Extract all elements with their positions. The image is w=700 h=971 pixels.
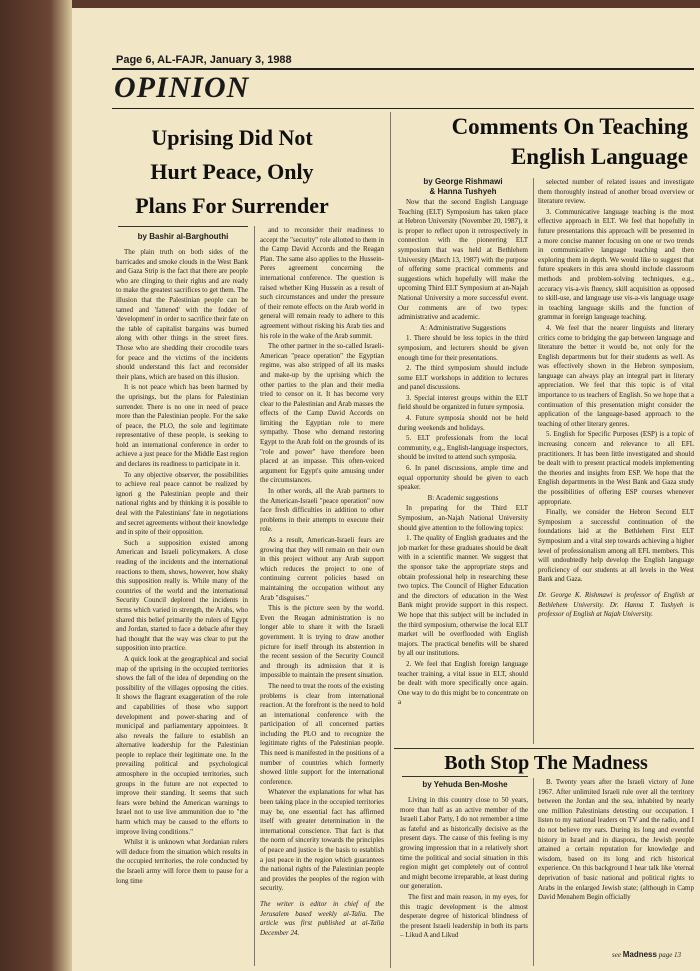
column-divider xyxy=(390,112,391,968)
article3-byline: by Yehuda Ben-Moshe xyxy=(422,780,508,789)
subheading: A: Administrative Suggestions xyxy=(420,323,506,332)
subheading: B: Academic suggestions xyxy=(427,493,499,502)
paragraph: The need to treat the roots of the existing problems is clear from international reaction. At the forefront is the need to hold an international conference with the participation of all concerned parties including the PLO and to recognize the legitimate rights of the Palestinian people. This need is manifested in the positions of a number of countries which formerly showed little support for the international conference. xyxy=(260,681,384,786)
paragraph: As a result, American-Israeli fears are growing that they will remain on their own in this project without any Arab support which reduces the project to one of continuing current policies based on maintaining the occupation without any Arab "disguises." xyxy=(260,536,384,602)
paragraph: 3. Special interest groups within the ELT field should be organized in future symposia. xyxy=(398,393,528,412)
article2-column-2 xyxy=(538,178,694,744)
paragraph: B. Twenty years after the Israeli victory of June 1967. After unlimited Israeli rule over all the territory between the Jordan and the sea, inhabited by nearly one million Palestinians detesting our occupation. I listen to my national leaders on TV and the radio, and I do not believe my ears. During its long and eventful history in Israel and in diaspora, the Jewish people attained a certain reputation for knowledge and wisdom, based on its long and rich historical experience. On this background I hear talk like 'eternal deprivation of basic national and political rights to Arabs in the enlarged Jewish state; (although in Camp David Menahem Begin officially xyxy=(538,778,694,902)
paragraph: The plain truth on both sides of the barricades and smoke clouds in the West Bank and Gaza Strip is the fact that there are people who are clinging to their rights and are ready to make the greatest sacrifices to get them. The illusion that the Palestinian people can be tamed and 'fattened' with the fodder of 'development' in order to sacrifice their fate on the table of capitalist bargains was burned along with other things in the street fires. Those who are shedding their crocodile tears for peace and the victims of the incidents should understand this fact and reconsider their plans, which are based on this illusion. xyxy=(116,248,248,381)
book-binding xyxy=(0,0,72,971)
article2-headline-line: Comments On Teaching xyxy=(451,114,688,139)
paragraph: In preparing for the Third ELT Symposium, an-Najah National University should give attention to the following topics: xyxy=(398,504,528,532)
paragraph: It is not peace which has been harmed by the uprisings, but the plans for Palestinian surrender. There is no one in need of peace more than the Palestinian people. For the sake of peace, the PLO, the sole and legitimate representative of these people, is seeking to hold an international conference in order to achieve a just peace for the Middle East region and declares its readiness to participate in it. xyxy=(116,383,248,469)
jump-prefix: see xyxy=(612,951,621,959)
paragraph: 4. Future symposia should not be held during weekends and holidays. xyxy=(398,414,528,432)
paragraph: 6. In panel discussions, ample time and equal opportunity should be given to each speaker. xyxy=(398,464,528,492)
paragraph: The other partner in the so-called Israeli-American "peace operation" the Egyptian regime, was also stripped of all its masks and make-up by the uprising which the other parties to the plan and their media tried to censor on it. It has become very clear to the Palestinian and Arab masses the effects of the Camp David Accords on limiting the Egyptian role to mere sympathy. Those who demand restoring Egypt to the Arab fold on the grounds of its "role and power" have therefore been placed at an impasse. This often-voiced argument for Egypt's quite amusing under the circumstances. xyxy=(260,342,384,485)
article1-column-1 xyxy=(116,248,248,968)
article3-top-rule xyxy=(394,748,694,749)
newspaper-page xyxy=(72,8,700,971)
paragraph: and to reconsider their readiness to accept the "security" role allotted to them in the Camp David Accords and the Reagan Plan. The same also applies to the Hussein-Peres agreement concerning the international conference. The question is raised whether King Hussein as a result of such circumstances and under the pressure of their remote effects on the Arab world in general will remain ready to adhere to this agreement without risking his Arab ties and his role in the wake of the Arab summit. xyxy=(260,226,384,340)
article1-byline-rule xyxy=(118,226,248,227)
header-rule-top xyxy=(112,68,694,70)
paragraph: Whilst it is unknown what Jordanian rulers will deduce from the situation which results in the occupied territories, the role conducted by the Israeli army will force them to pause for a long time xyxy=(116,838,248,885)
paragraph: 1. The quality of English graduates and the job market for these graduates should be dealt with in a scientific manner. We suggest that the sponsor take the appropriate steps and obtain professional help in researching these two topics. The Council of Higher Education and the directors of education in the West Bank might provide support in this respect. We hope that this subject will be included in the third symposium, otherwise the local ELT market will be overflooded with English majors. The practical benefits will be shared by all our institutions. xyxy=(398,534,528,658)
paragraph: Now that the second English Language Teaching (ELT) Symposium has taken place at Hebron University (November 20, 1987), it is proper to reflect upon it retrospectively in connection with the pioneering ELT symposium that was held at Bethlehem University (March 13, 1987) with the purpose of offering some practical comments and suggestions which hopefully will make the upcoming Third ELT Symposium at an-Najah National University a more successful event. Our comments are of two types: administrative and academic. xyxy=(398,198,528,322)
paragraph: Whatever the explanations for what has been taking place in the occupied territories may be, one essential fact has affirmed itself with greater determination in the international conscience. That fact is that the norm of sincerity towards the principles of peace and justice is the basis to establish a just peace in the region which guarantees the national rights of the Palestinian people and provides the peoples of the region with security. xyxy=(260,788,384,893)
article1-headline xyxy=(112,121,352,223)
paragraph: Such a supposition existed among American and Israeli policymakers. A close reading of the incidents and the international reactions to them, shows, however, how shaky this supposition really is. While many of the countries of the world and the international Security Council deplored the incidents in terms which varied in strength, the Arabs, who shared this belief primarily the rulers of Egypt and Jordan, started to face a debacle after they had thought that the way was clear to put the supposition into practice. xyxy=(116,538,248,653)
section-title: OPINION xyxy=(114,71,250,104)
paragraph: 3. Communicative language teaching is the most effective approach in ELT. We feel that hopefully in future presentations this approach will be presented in a more concise manner focusing on one or two trends in communicative language teaching and then exploring them in depth. We would like to suggest that future speakers in this area should include classroom methods and problem-solving techniques, e.g., accuracy vis-a-vis fluency, skill acquisition as opposed to skill-use, and language use vis-a-vis language usage in teaching language skills and the function of grammar in foreign language teaching. xyxy=(538,207,694,322)
article3-headline: Both Stop The Madness xyxy=(444,752,648,774)
article3-column-2 xyxy=(538,778,694,946)
article2-byline xyxy=(398,177,528,197)
author-note: The writer is editor in chief of the Jerusalem based weekly al-Talia. The article was first published at al-Talia December 24. xyxy=(260,899,384,937)
article1-headline-line: Hurt Peace, Only xyxy=(150,159,314,184)
article2-column-1 xyxy=(398,198,528,744)
article2-byline-line: & Hanna Tushyeh xyxy=(429,187,497,196)
paragraph: 2. The third symposium should include some ELT workshops in addition to lectures and panel discussions. xyxy=(398,364,528,392)
article3-column-1 xyxy=(400,796,528,966)
header-rule-bottom xyxy=(112,108,694,109)
paragraph: This is the picture seen by the world. Even the Reagan administration is no longer able to share it with the Israeli government. It is trying to draw another picture for itself through its abstention in the recent session of the Security Council and through its admission that it is impossible to maintain the present situation. xyxy=(260,604,384,680)
article1-headline-line: Plans For Surrender xyxy=(135,193,329,218)
article2-headline-line: English Language xyxy=(510,144,688,169)
paragraph: Finally, we consider the Hebron Second ELT Symposium a successful continuation of the foundations laid at the Bethlehem First ELT Symposium and a vital step towards achieving a higher level of professionalism among all EFL members. This will undoubtedly help develop the English language proficiency of our students at all levels in the West Bank and Gaza. xyxy=(538,508,694,584)
paragraph: The first and main reason, in my eyes, for this tragic development is the almost desperate degree of historical blindness of the present Israeli leadership in both its parts – Likud A and Likud xyxy=(400,892,528,940)
paragraph: 5. ELT professionals from the local community, e.g., English-language inspectors, should be invited to attend such symposia. xyxy=(398,434,528,462)
article1-column-2 xyxy=(260,226,384,968)
column-divider xyxy=(533,178,534,744)
continued-jump-line xyxy=(612,950,681,959)
column-divider xyxy=(533,778,534,966)
paragraph: To any objective observer, the possibilities to achieve real peace cannot be realized by ignori g the Palestinian people and their national rights and by thinking it is possible to deal with the Palestinians' fate in negotiations and secret agreements without their knowledge and in spite of their opposition. xyxy=(116,470,248,537)
paragraph: A quick look at the geographical and social map of the uprising in the occupied territories shows the fall of the idea of depending on the possibility of the villages opposing the cities. It shows the flagrant exaggeration of the role and capabilities of those who support development and power-sharing and of municipal and parliamentary appointees. It also reveals the failure to establish an alternative leadership for the Palestinian people to replace their legitimate one. In the prevailing political and psychological atmosphere in the occupied territories, such groups in the future are not expected to improve their standing. It seems that such fears were behind the American warnings to Israel not to use live ammunition due to "the harm which may be caused to the efforts to improve living conditions." xyxy=(116,654,248,836)
article2-byline-line: by George Rishmawi xyxy=(423,177,503,186)
running-head: Page 6, AL-FAJR, January 3, 1988 xyxy=(116,54,292,66)
author-note: Dr. George K. Rishmawi is professor of English at Bethlehem University. Dr. Hanna T. Tushyeh is professor of English at Najah University. xyxy=(538,590,694,619)
article1-headline-line: Uprising Did Not xyxy=(151,125,313,150)
jump-word: Madness xyxy=(622,950,657,959)
article3-byline-rule xyxy=(402,776,528,777)
column-divider xyxy=(254,226,255,966)
paragraph: 1. There should be less topics in the third symposium, and lecturers should be given enough time for their presentations. xyxy=(398,334,528,362)
jump-page: page 13 xyxy=(658,951,682,959)
paragraph: 4. We feel that the nearer linguists and literary critics come to bridging the gap between language and literature the better it would be, not only for the English departments but for their students as well. As was effectively shown in the Hebron symposium, language can always play an integral part in literary appreciation. We feel that this topic is of vital importance to us teachers of English. So we hope that a continuation of this presentation might consider the application of the language-based approach to the teaching of other literary genres. xyxy=(538,323,694,428)
paragraph: Living in this country close to 50 years, more than half as an active member of the Israeli Labor Party, I do not remember a time as fateful and as historically decisive as the present days. The cause of this feeling is my growing impression that in a relatively short time the political and social situation in this region might get completely out of control and might become irreparable, at least during our generation. xyxy=(400,796,528,891)
paragraph: In other words, all the Arab partners to the American-Israeli "peace operation" now face fresh difficulties in addition to other problems in their attempts to execute their role. xyxy=(260,487,384,534)
paragraph: selected number of related issues and investigate them thoroughly instead of another broad overview or literature review. xyxy=(538,178,694,206)
article1-byline: by Bashir al-Barghouthi xyxy=(137,232,229,241)
paragraph: 2. We feel that English foreign language teacher training, a vital issue in ELT, should be dealt with more specifically once again. One way to do this might be to concentrate on a xyxy=(398,659,528,707)
article2-headline xyxy=(408,112,688,172)
paragraph: 5. English for Specific Purposes (ESP) is a topic of increasing concern and relevance to all EFL practitioners. It has been little investigated and should be dealt with to present practical models implementing the theories and insights from ESP. We hope that the English departments in the West Bank and Gaza study the possibilities of offering ESP courses whenever appropriate. xyxy=(538,430,694,506)
